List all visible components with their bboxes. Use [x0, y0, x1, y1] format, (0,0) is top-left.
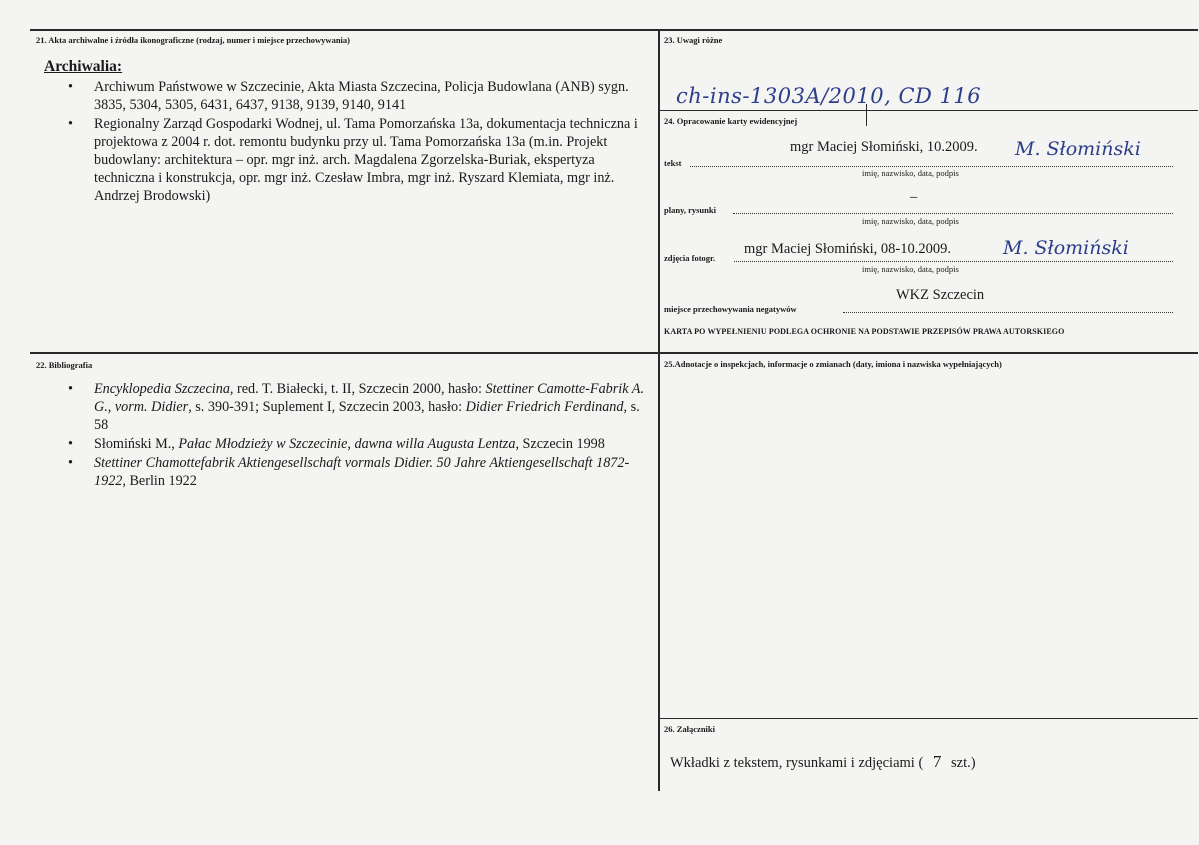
- archive-item: • Archiwum Państwowe w Szczecinie, Akta Miasta Szczecina, Policja Budowlana (ANB) sygn. 3835, 5304, 5305, 6431, 6437, 9138, 9139, 9140, 9141: [94, 78, 646, 114]
- attachments-text: Wkładki z tekstem, rysunkami i zdjęciami ( 7 szt.): [670, 752, 976, 771]
- text-author-value: mgr Maciej Słomiński, 10.2009.: [790, 139, 978, 155]
- sec25-header: 25.Adnotacje o inspekcjach, informacje o zmianach (daty, imiona i nazwiska wypełniających): [664, 359, 1002, 369]
- plans-value: –: [910, 189, 918, 205]
- text-signature: M. Słomiński: [1015, 138, 1141, 160]
- bibliography-item: • Słomiński M., Pałac Młodzieży w Szczecinie, dawna willa Augusta Lentza, Szczecin 1998: [94, 435, 646, 453]
- plans-caption: imię, nazwisko, data, podpis: [862, 216, 959, 226]
- attachments-count: 7: [932, 752, 942, 771]
- sec22-header: 22. Bibliografia: [36, 360, 93, 370]
- photo-dotted-line: [734, 261, 1173, 262]
- sec26-header: 26. Załączniki: [664, 724, 716, 734]
- text-caption: imię, nazwisko, data, podpis: [862, 168, 959, 178]
- frame-top-line: [30, 29, 1198, 31]
- photo-caption: imię, nazwisko, data, podpis: [862, 264, 959, 274]
- sec24-header: 24. Opracowanie karty ewidencyjnej: [664, 116, 798, 126]
- text-dotted-line: [690, 166, 1173, 167]
- text-label: tekst: [664, 158, 682, 168]
- sec23-header: 23. Uwagi różne: [664, 35, 723, 45]
- negatives-value: WKZ Szczecin: [896, 287, 985, 303]
- sec22-content: [44, 380, 646, 491]
- plans-dotted-line: [733, 213, 1173, 214]
- sec23-handwritten-note: ch-ins-1303A/2010, CD 116: [676, 84, 982, 108]
- bibliography-item: • Encyklopedia Szczecina, red. T. Białecki, t. II, Szczecin 2000, hasło: Stettiner Camotte-Fabrik A. G., vorm. Didier, s. 390-391; Suplement I, Szczecin 2003, hasło: Didier Friedrich Ferdinand, s. 58: [94, 380, 646, 434]
- negatives-dotted-line: [843, 312, 1173, 313]
- archiwalia-heading: Archiwalia:: [44, 58, 123, 75]
- photo-label: zdjęcia fotogr.: [664, 253, 716, 263]
- photo-signature: M. Słomiński: [1003, 237, 1129, 259]
- sec23-bottom-line: [659, 110, 1198, 111]
- copyright-note: KARTA PO WYPEŁNIENIU PODLEGA OCHRONIE NA PODSTAWIE PRZEPISÓW PRAWA AUTORSKIEGO: [664, 327, 1065, 336]
- photo-author-value: mgr Maciej Słomiński, 08-10.2009.: [744, 241, 952, 257]
- column-divider: [658, 29, 660, 791]
- sec21-content: [44, 58, 646, 206]
- archive-item: • Regionalny Zarząd Gospodarki Wodnej, ul. Tama Pomorzańska 13a, dokumentacja techniczna i projektowa z 2004 r. dot. remontu budynku przy ul. Tama Pomorzańska 13a (m.in. Projekt budowlany: architektura – opr. mgr inż. arch. Magdalena Zgorzelska-Buriak, ekspertyza techniczna i konstrukcja, opr. mgr inż. Czesław Imbra, mgr inż. Ryszard Klemiata, mgr inż. Andrzej Brodowski): [94, 115, 646, 205]
- negatives-label: miejsce przechowywania negatywów: [664, 304, 797, 314]
- frame-middle-line: [30, 352, 1198, 354]
- sec25-bottom-line: [659, 718, 1198, 719]
- sec21-header: 21. Akta archiwalne i źródła ikonograficzne (rodzaj, numer i miejsce przechowywania): [36, 35, 350, 45]
- plans-label: plany, rysunki: [664, 205, 716, 215]
- bibliography-item: • Stettiner Chamottefabrik Aktiengesellschaft vormals Didier. 50 Jahre Aktiengesellschaft 1872-1922, Berlin 1922: [94, 454, 646, 490]
